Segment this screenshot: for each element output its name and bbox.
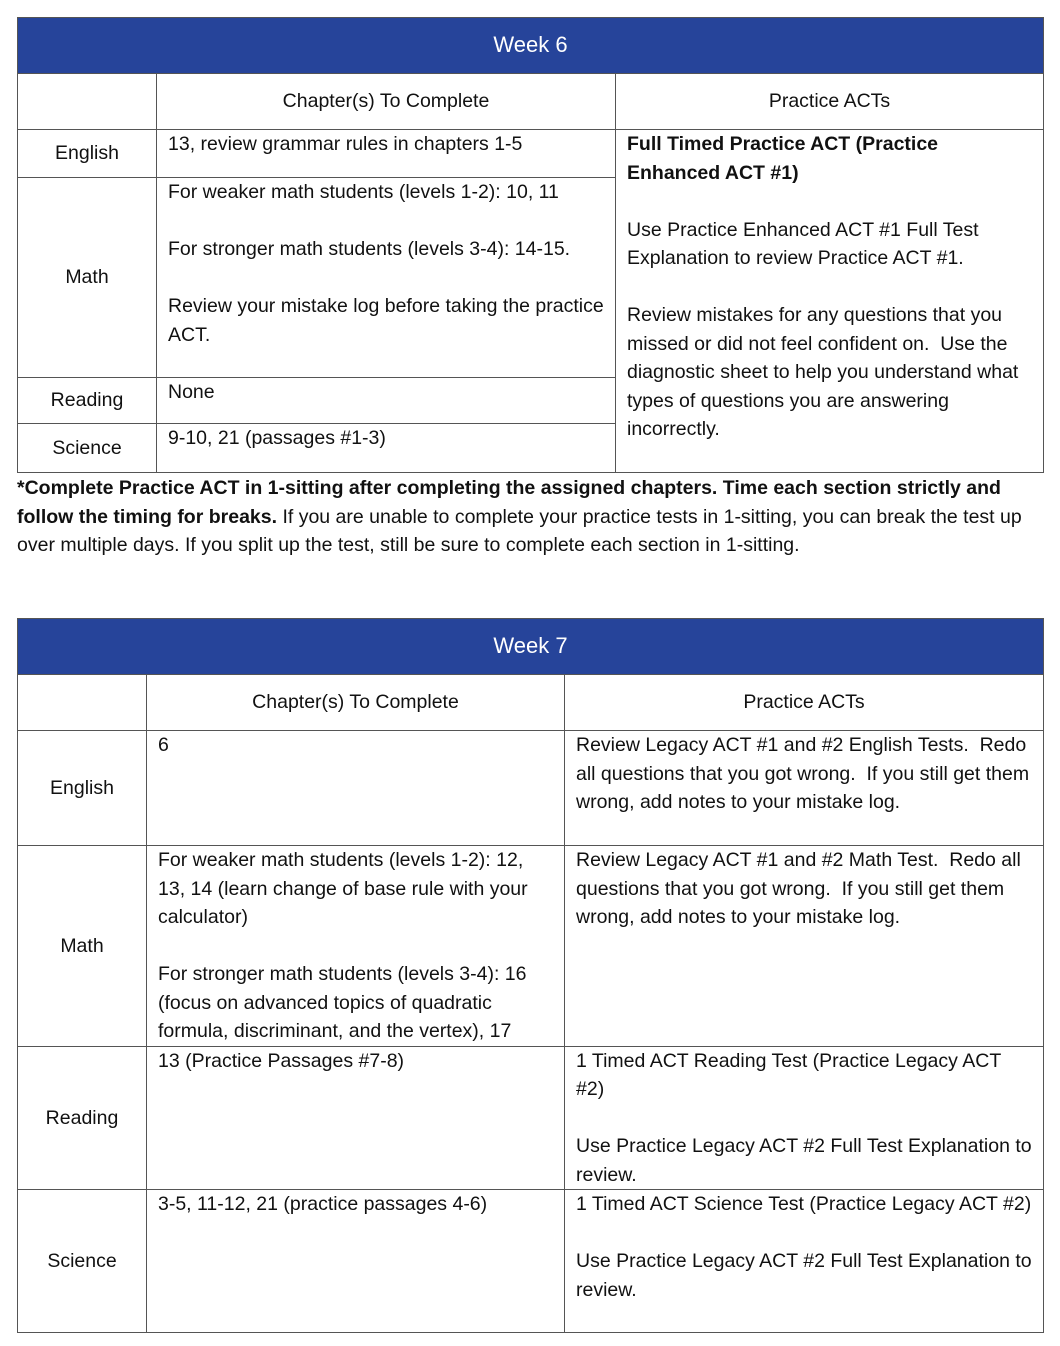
week7-math-subject: Math bbox=[18, 846, 147, 1047]
week6-practice-p1: Full Timed Practice ACT (Practice Enhanced ACT #1) bbox=[627, 133, 944, 184]
week7-reading-subject: Reading bbox=[18, 1046, 147, 1190]
week6-math-chapters-p2: For stronger math students (levels 3-4): 14-15. bbox=[168, 238, 571, 260]
week6-math-chapters-p1: For weaker math students (levels 1-2): 10, 11 bbox=[168, 181, 559, 203]
week6-col-chapters: Chapter(s) To Complete bbox=[157, 74, 616, 130]
week7-math-chapters-p1: For weaker math students (levels 1-2): 12, 13, 14 (learn change of base rule with your calculator) bbox=[158, 849, 534, 928]
week7-reading-chapters-text: 13 (Practice Passages #7-8) bbox=[158, 1049, 405, 1072]
week7-english-chapters bbox=[147, 731, 565, 846]
week6-practice-p2: Use Practice Enhanced ACT #1 Full Test Explanation to review Practice ACT #1. bbox=[627, 218, 984, 269]
week6-title: Week 6 bbox=[18, 18, 1044, 74]
week6-english-chapters-text: 13, review grammar rules in chapters 1-5 bbox=[168, 133, 523, 155]
week6-note-normal: If you are unable to complete your practice tests in 1-sitting, you can break the test up over multiple days. If you split up the test, still be sure to complete each section in 1-sitting. bbox=[17, 505, 1022, 556]
week6-english-subject: English bbox=[18, 130, 157, 178]
week7-math-practice-text: Review Legacy ACT #1 and #2 Math Test. Redo all questions that you got wrong. If you still get them wrong, add notes to your mistake log. bbox=[576, 849, 1027, 928]
week6-science-subject: Science bbox=[18, 424, 157, 473]
week6-reading-chapters-text: None bbox=[168, 381, 215, 403]
week7-science-subject: Science bbox=[18, 1190, 147, 1333]
week6-math-chapters-p3: Review your mistake log before taking the practice ACT. bbox=[168, 295, 609, 346]
week7-science-practice-p2: Use Practice Legacy ACT #2 Full Test Explanation to review. bbox=[576, 1250, 1038, 1301]
week7-math-practice bbox=[565, 846, 1044, 1047]
week7-reading-practice-p2: Use Practice Legacy ACT #2 Full Test Explanation to review. bbox=[576, 1135, 1038, 1186]
week6-reading-subject: Reading bbox=[18, 378, 157, 424]
week7-science-chapters bbox=[147, 1190, 565, 1333]
week6-science-chapters bbox=[157, 424, 616, 473]
week7-col-chapters: Chapter(s) To Complete bbox=[147, 675, 565, 731]
week6-english-chapters bbox=[157, 130, 616, 178]
week6-science-chapters-text: 9-10, 21 (passages #1-3) bbox=[168, 427, 386, 449]
week7-math-chapters bbox=[147, 846, 565, 1047]
week7-english-subject: English bbox=[18, 731, 147, 846]
week6-col-practice: Practice ACTs bbox=[616, 74, 1044, 130]
week6-note-bold: *Complete Practice ACT in 1-sitting after completing the assigned chapters. Time each section strictly and follow the timing for breaks. bbox=[17, 477, 1001, 528]
week7-title: Week 7 bbox=[18, 619, 1044, 675]
week7-science-chapters-text: 3-5, 11-12, 21 (practice passages 4-6) bbox=[158, 1193, 488, 1215]
week6-table bbox=[17, 17, 1044, 473]
week7-english-chapters-text: 6 bbox=[158, 734, 169, 756]
week7-math-chapters-p2: For stronger math students (levels 3-4): 16 (focus on advanced topics of quadratic formula, discriminant, and the vertex), 17 bbox=[158, 963, 532, 1042]
week6-math-chapters bbox=[157, 178, 616, 378]
week7-english-practice bbox=[565, 731, 1044, 846]
week6-note bbox=[17, 474, 1057, 560]
week6-corner-cell bbox=[18, 74, 157, 130]
week6-reading-chapters bbox=[157, 378, 616, 424]
week7-reading-chapters bbox=[147, 1046, 565, 1190]
week7-col-practice: Practice ACTs bbox=[565, 675, 1044, 731]
week6-practice bbox=[616, 130, 1044, 473]
week7-table bbox=[17, 618, 1044, 1333]
week7-science-practice-p1: 1 Timed ACT Science Test (Practice Legacy ACT #2) bbox=[576, 1193, 1032, 1215]
week7-english-practice-text: Review Legacy ACT #1 and #2 English Tests. Redo all questions that you got wrong. If you still get them wrong, add notes to your mistake log. bbox=[576, 734, 1035, 813]
week6-practice-p3: Review mistakes for any questions that you missed or did not feel confident on. Use the diagnostic sheet to help you understand what types of questions you are answering incorrectly. bbox=[627, 304, 1024, 440]
week7-reading-practice bbox=[565, 1046, 1044, 1190]
week7-reading-practice-p1: 1 Timed ACT Reading Test (Practice Legacy ACT #2) bbox=[576, 1049, 1007, 1100]
week7-science-practice bbox=[565, 1190, 1044, 1333]
week7-corner-cell bbox=[18, 675, 147, 731]
week6-math-subject: Math bbox=[18, 178, 157, 378]
